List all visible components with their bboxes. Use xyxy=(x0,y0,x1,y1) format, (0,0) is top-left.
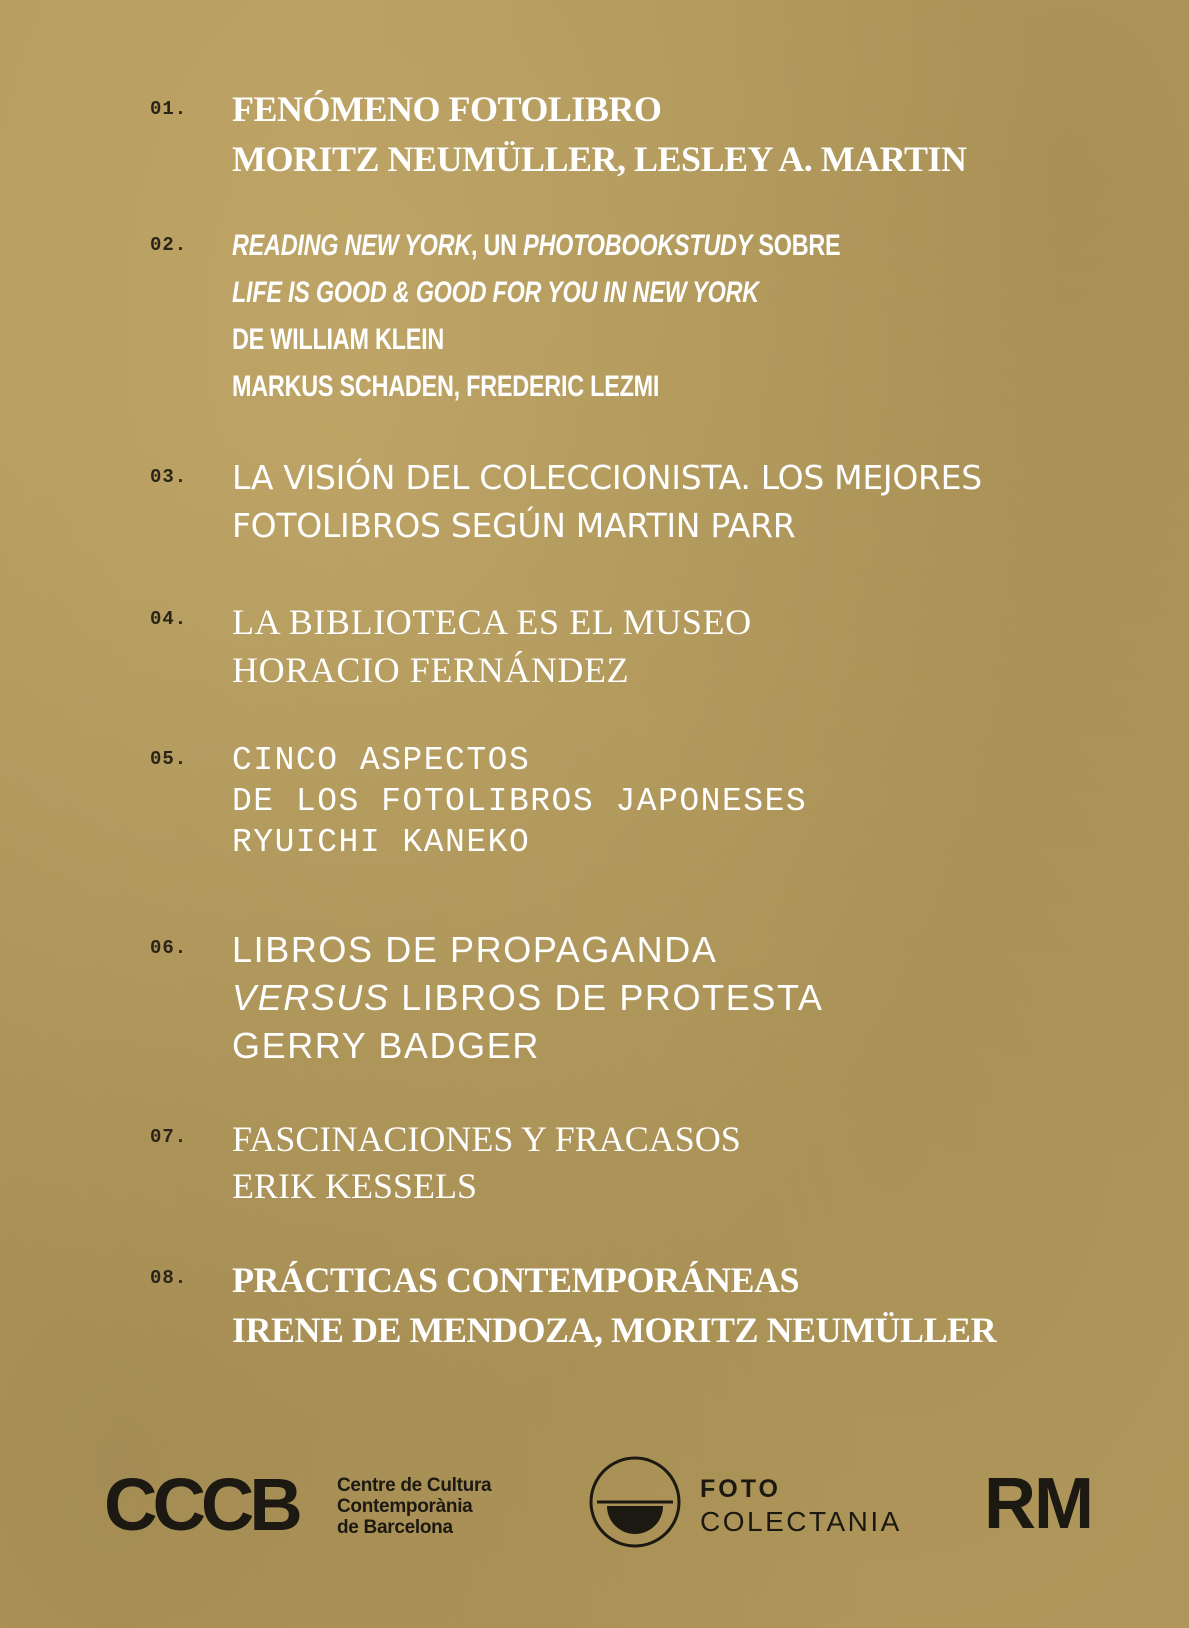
entry-line xyxy=(232,222,840,269)
entry-line: MARKUS SCHADEN, FREDERIC LEZMI xyxy=(232,370,660,403)
entry-title xyxy=(232,926,823,1070)
entry-line: GERRY BADGER xyxy=(232,1025,540,1066)
entry-number: 01. xyxy=(150,98,188,120)
entry-number: 04. xyxy=(150,608,188,630)
entry-number: 02. xyxy=(150,234,188,256)
cccb-subtitle-line: Contemporània xyxy=(337,1496,473,1517)
fotocolectania-line1: FOTO xyxy=(700,1475,781,1503)
fotocolectania-logo-icon xyxy=(587,1454,683,1550)
entry-line: FASCINACIONES Y FRACASOS xyxy=(232,1119,741,1159)
entry-number: 03. xyxy=(150,466,188,488)
fotocolectania-line2: COLECTANIA xyxy=(700,1506,902,1537)
entry-title xyxy=(232,222,1012,410)
entry-title xyxy=(232,84,967,184)
entry-title xyxy=(232,598,752,694)
entry-title xyxy=(232,1255,996,1355)
entry-line: MORITZ NEUMÜLLER, LESLEY A. MARTIN xyxy=(232,139,967,179)
entry-title xyxy=(232,1116,741,1210)
entry-line-italic: VERSUS xyxy=(232,977,390,1018)
entry-line: DE LOS FOTOLIBROS JAPONESES xyxy=(232,783,808,820)
entry-number: 05. xyxy=(150,748,188,770)
entry-line: PRÁCTICAS CONTEMPORÁNEAS xyxy=(232,1260,800,1300)
entry-line-italic: PHOTOBOOKSTUDY xyxy=(523,229,753,262)
entry-line: RYUICHI KANEKO xyxy=(232,824,531,861)
entry-number: 08. xyxy=(150,1267,188,1289)
rm-logo: RM xyxy=(984,1464,1092,1544)
entry-line: DE WILLIAM KLEIN xyxy=(232,323,445,356)
entry-line-part: , UN xyxy=(470,229,524,262)
entry-line: HORACIO FERNÁNDEZ xyxy=(232,650,630,690)
cccb-subtitle-line: Centre de Cultura xyxy=(337,1475,492,1496)
cccb-logo-subtitle xyxy=(337,1475,491,1538)
entry-line-part: SOBRE xyxy=(752,229,841,262)
entry-title xyxy=(232,454,982,550)
entry-line xyxy=(232,974,823,1022)
entry-line-italic: READING NEW YORK xyxy=(232,229,471,262)
cccb-subtitle-line: de Barcelona xyxy=(337,1517,453,1538)
entry-line-part: LIBROS DE PROTESTA xyxy=(389,977,824,1018)
entry-line: LA BIBLIOTECA ES EL MUSEO xyxy=(232,602,752,642)
entry-line: IRENE DE MENDOZA, MORITZ NEUMÜLLER xyxy=(232,1310,997,1350)
entry-line: LA VISIÓN DEL COLECCIONISTA. LOS MEJORES xyxy=(232,458,982,497)
entry-line: FENÓMENO FOTOLIBRO xyxy=(232,89,662,129)
entry-line: ERIK KESSELS xyxy=(232,1166,478,1206)
entry-line: CINCO ASPECTOS xyxy=(232,742,531,779)
cccb-logo: CCCB xyxy=(104,1463,298,1546)
entry-number: 07. xyxy=(150,1126,188,1148)
publisher-logos xyxy=(0,1440,1189,1570)
entry-number: 06. xyxy=(150,937,188,959)
entry-line: LIFE IS GOOD & GOOD FOR YOU IN NEW YORK xyxy=(232,276,759,309)
entry-line: LIBROS DE PROPAGANDA xyxy=(232,929,718,970)
entry-line: FOTOLIBROS SEGÚN MARTIN PARR xyxy=(232,506,796,545)
fotocolectania-logo-text xyxy=(700,1474,902,1540)
entry-title xyxy=(232,740,807,863)
